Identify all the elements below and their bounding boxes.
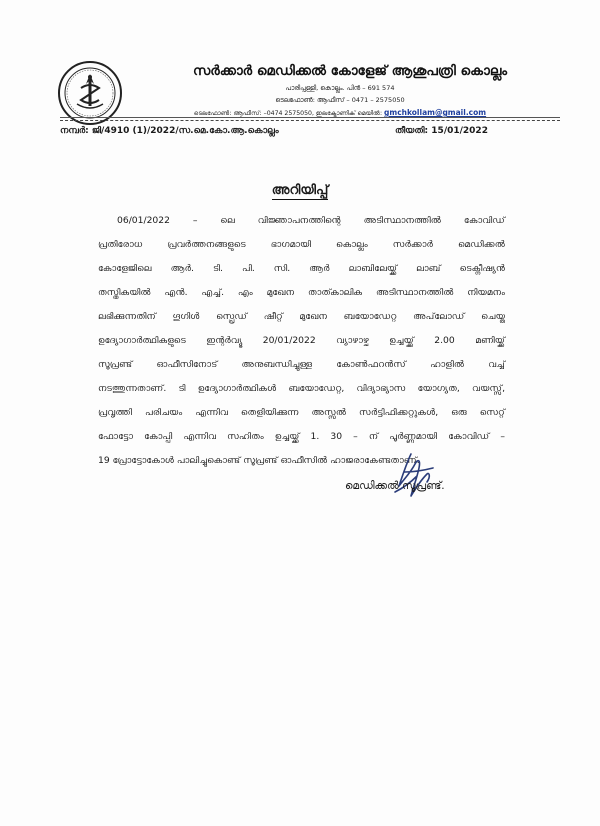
- reference-number: നമ്പർ: ജി/4910 (1)/2022/സ.മെ.കോ.ആ.കൊല്ലം: [60, 126, 279, 136]
- signatory-title: മെഡിക്കൽ സൂപ്രണ്ട്.: [345, 480, 445, 492]
- header-divider: [60, 117, 560, 118]
- hospital-name: സർക്കാർ മെഡിക്കൽ കോളേജ് ആശുപത്രി കൊല്ലം: [192, 63, 508, 79]
- body-line: സൂപ്രണ്ട് ഓഫീസിനോട് അനുബന്ധിച്ചുള്ള കോൺഫറൻസ് ഹാളിൽ വച്ച്: [98, 359, 505, 370]
- hospital-phone: ടെലഫോൺ: ആഫീസ് – 0471 – 2575050: [275, 96, 405, 104]
- notice-heading-text: അറിയിപ്പ്: [271, 183, 329, 198]
- body-line: പ്രതിരോധ പ്രവർത്തനങ്ങളുടെ ഭാഗമായി കൊല്ലം സർക്കാർ മെഡിക്കൽ: [98, 239, 505, 250]
- body-line: തസ്തികയിൽ എൻ. എച്ച്. എം മുഖേന താത്കാലിക അടിസ്ഥാനത്തിൽ നിയമനം: [98, 287, 505, 298]
- notice-heading: [0, 183, 600, 198]
- email-link[interactable]: gmchkollam@gmail.com: [384, 108, 487, 117]
- hospital-address: പാരിപ്പള്ളി, കൊല്ലം. പിൻ – 691 574: [285, 84, 395, 92]
- body-line: നടത്തുന്നതാണ്. ടി ഉദ്യോഗാർത്ഥികൾ ബയോഡേറ്റ, വിദ്യാഭ്യാസ യോഗ്യത, വയസ്സ്,: [98, 383, 505, 394]
- body-line: കോളേജിലെ ആർ. ടി. പി. സി. ആർ ലാബിലേയ്ക്ക് ലാബ് ടെക്നീഷ്യൻ: [98, 263, 505, 274]
- signature-icon: [381, 452, 453, 502]
- body-line: ലഭിക്കുന്നതിന് ഗൂഗിൾ സ്പ്രെഡ് ഷീറ്റ് മുഖേന ബയോഡേറ്റ അപ്‌ലോഡ് ചെയ്ത: [98, 311, 505, 322]
- body-line: ഉദ്യോഗാർത്ഥികളുടെ ഇന്റർവ്യൂ 20/01/2022 വ്യാഴാഴ്ച ഉച്ചയ്ക്ക് 2.00 മണിയ്ക്ക്: [98, 335, 505, 346]
- body-line: 19 പ്രോട്ടോകോൾ പാലിച്ചുകൊണ്ട് സൂപ്രണ്ട് ഓഫീസിൽ ഹാജരാകേണ്ടതാണ്.: [98, 455, 420, 466]
- body-line: പ്രവൃത്തി പരിചയം എന്നിവ തെളിയിക്കുന്ന അസ്സൽ സർട്ടിഫിക്കറ്റുകൾ, ഒരു സെറ്റ്: [98, 407, 505, 418]
- body-line: ഫോട്ടോ കോപ്പി എന്നിവ സഹിതം ഉച്ചയ്ക്ക് 1. 30 – ന് പൂർണ്ണമായി കോവിഡ് –: [98, 431, 505, 442]
- notice-date: തീയതി: 15/01/2022: [395, 126, 488, 136]
- contact-prefix: ടെലഫോൺ: ആഫീസ്: –0474 2575050, ഇലക്ട്രോണിക് മെയിൽ:: [193, 110, 383, 117]
- body-line: 06/01/2022 – ലെ വിജ്ഞാപനത്തിന്റെ അടിസ്ഥാനത്തിൽ കോവിഡ്: [117, 215, 505, 226]
- header-divider-dashed: [60, 120, 560, 121]
